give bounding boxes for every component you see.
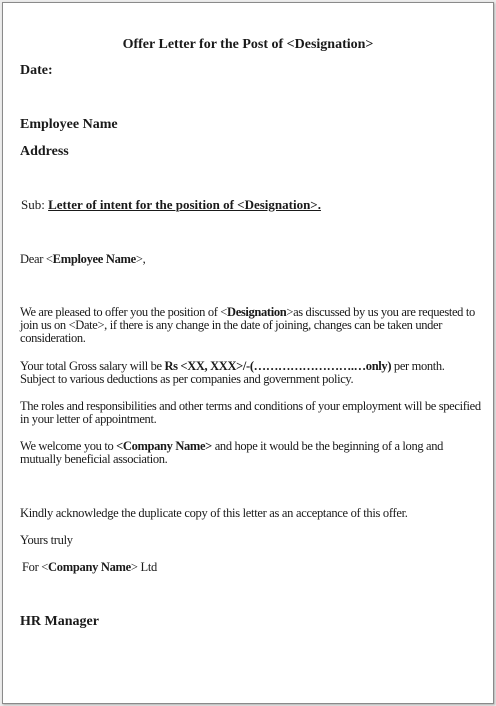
- for-suffix: > Ltd: [130, 560, 157, 574]
- salutation-suffix: >,: [135, 252, 146, 266]
- for-prefix: For <: [22, 560, 49, 574]
- salutation: [20, 252, 145, 267]
- offer-letter-page: [2, 2, 494, 704]
- for-company-name: Company Name: [48, 560, 131, 574]
- paragraph-offer: [20, 306, 482, 345]
- paragraph-roles: The roles and responsibilities and other terms and conditions of your employment will be specified in your letter of appointment.: [20, 399, 481, 426]
- para2-text-1: Your total Gross salary will be: [20, 359, 165, 373]
- para1-text-2: >as discussed by us you are requested to join us on <Date>, if there is any change in the date of joining, changes can be taken under consideration.: [20, 305, 475, 345]
- para4-company: <Company Name>: [116, 439, 212, 453]
- date-label: Date:: [20, 63, 53, 78]
- para1-designation: Designation: [227, 305, 287, 319]
- subject-prefix: Sub:: [21, 197, 45, 212]
- salutation-name: Employee Name: [52, 252, 136, 266]
- letter-title: Offer Letter for the Post of <Designation>: [122, 37, 374, 52]
- employee-name-label: Employee Name: [20, 117, 118, 132]
- closing-line: Yours truly: [20, 533, 73, 547]
- para4-text-2: and hope it would be the beginning of a long and mutually beneficial association.: [20, 439, 444, 466]
- acknowledge-line: Kindly acknowledge the duplicate copy of this letter as an acceptance of this offer.: [20, 506, 408, 520]
- para2-amount: Rs <XX, XXX>/-(…………………….…only): [164, 359, 392, 373]
- paragraph-welcome: [20, 440, 482, 466]
- para4-text-1: We welcome you to: [20, 439, 117, 453]
- signatory-label: HR Manager: [20, 614, 99, 629]
- address-label: Address: [20, 144, 69, 159]
- subject-line: [21, 197, 321, 213]
- for-company-line: [22, 560, 157, 575]
- paragraph-salary: [20, 360, 482, 386]
- subject-text: Letter of intent for the position of <Designation>.: [48, 197, 321, 212]
- para2-text-2: per month. Subject to various deductions as per companies and government policy.: [20, 359, 445, 386]
- salutation-prefix: Dear <: [20, 252, 53, 266]
- para1-text-1: We are pleased to offer you the position of <: [20, 305, 228, 319]
